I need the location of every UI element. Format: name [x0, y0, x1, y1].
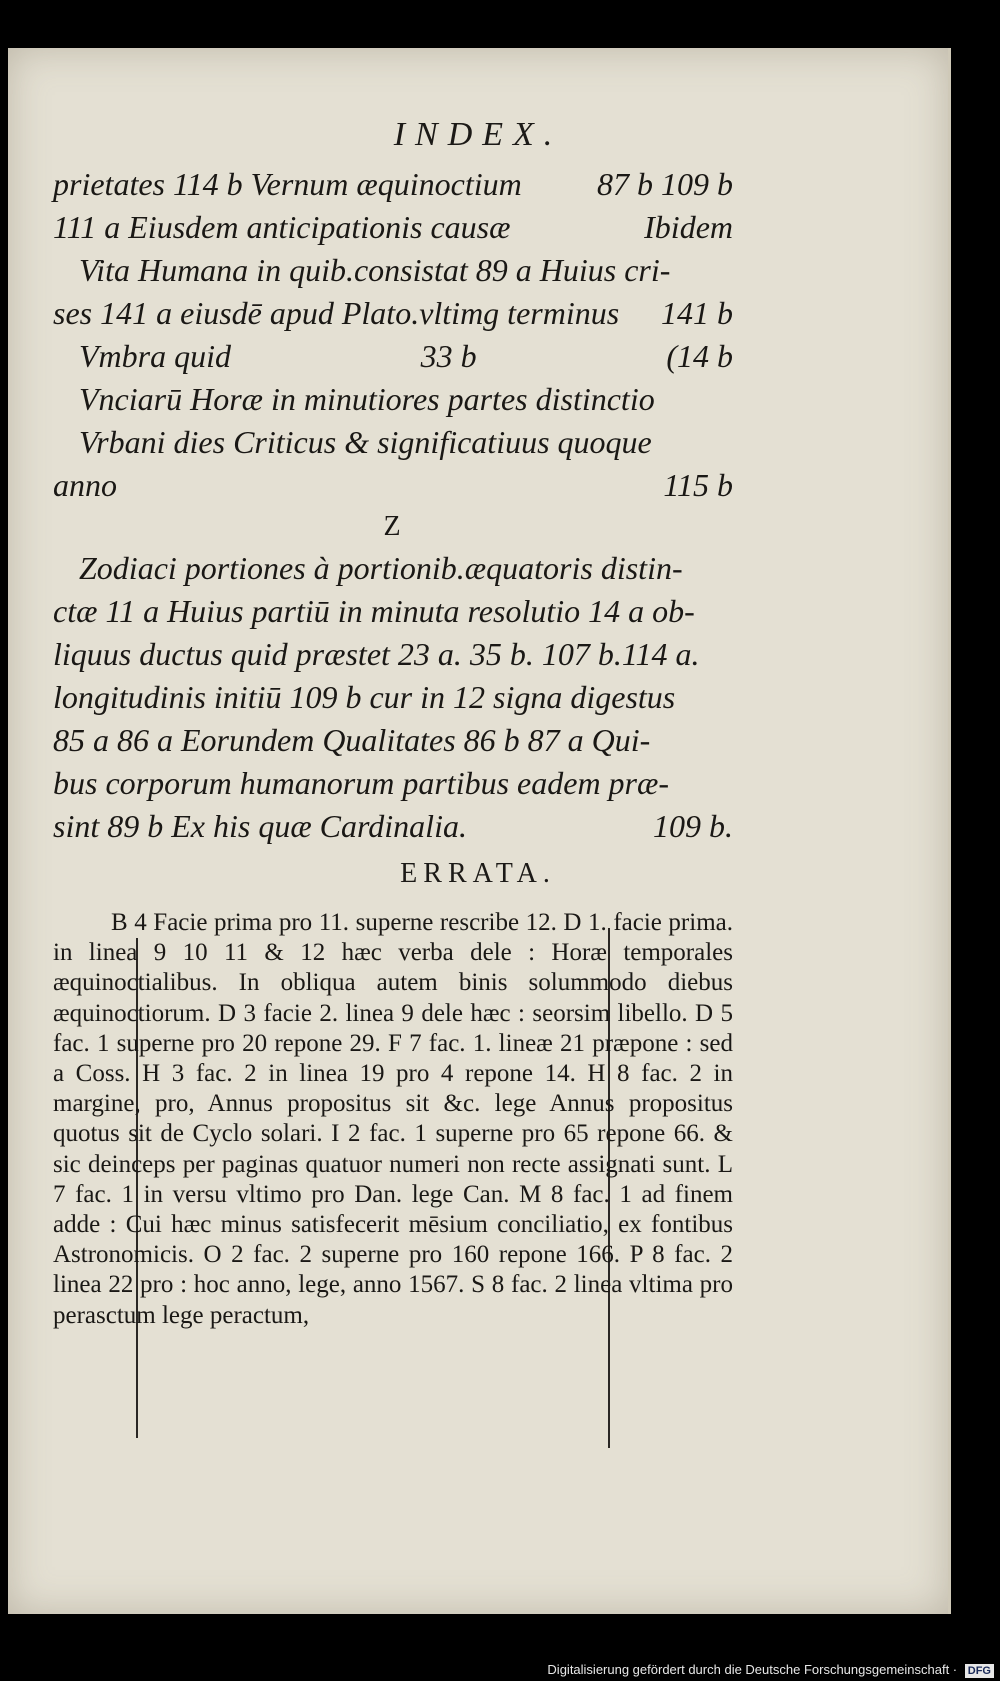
- index-line-ref: (14 b: [666, 338, 733, 374]
- index-line: [53, 292, 733, 335]
- errata-title: ERRATA.: [400, 858, 556, 889]
- index-line-text: Vnciarū Horæ in minutiores partes distinctio: [79, 381, 655, 417]
- index-line: [53, 633, 733, 676]
- section-letter: Z: [383, 511, 403, 542]
- index-line: [53, 378, 733, 421]
- index-line: [53, 421, 733, 464]
- index-line: [53, 464, 733, 507]
- index-line: [53, 249, 733, 292]
- index-line-text: 85 a 86 a Eorundem Qualitates 86 b 87 a Qui-: [53, 722, 651, 758]
- index-line-text: prietates 114 b Vernum æquinoctium: [53, 166, 522, 202]
- index-line: [53, 719, 733, 762]
- index-line-text: sint 89 b Ex his quæ Cardinalia.: [53, 808, 467, 844]
- index-line-text: Vmbra quid: [79, 338, 231, 374]
- errata-body: [53, 908, 733, 1331]
- index-line-ref: 87 b 109 b: [597, 166, 733, 202]
- index-line-ref: 141 b: [661, 295, 733, 331]
- index-line-ref: 115 b: [663, 467, 733, 503]
- errata-text: B 4 Facie prima pro 11. superne rescribe 12. D 1. facie prima. in linea 9 10 11 & 12 hæc verba dele : Horæ temporales æquinoctialibus. In obliqua autem binis solummodo diebus æquinoctiorum. D 3 facie 2. linea 9 dele hæc : seorsim libello. D 5 fac. 1 superne pro 20 repone 29. F 7 fac. 1. lineæ 21 præpone : sed a Coss. H 3 fac. 2 in linea 19 pro 4 repone 14. H 8 fac. 2 in margine, pro, Annus propositus sit &c. lege Annus propositus quotus sit de Cyclo solari. I 2 fac. 1 superne pro 65 repone 66. & sic deinceps per paginas quatuor numeri non recte assignati sunt. L 7 fac. 1 in versu vltimo pro Dan. lege Can. M 8 fac. 1 ad finem adde : Cui hæc minus satisfecerit mēsium conciliatio, ex fontibus Astronomicis. O 2 fac. 2 superne pro 160 repone 166. P 8 fac. 2 linea 22 pro : hoc anno, lege, anno 1567. S 8 fac. 2 linea vltima pro perasctum lege peractum,: [53, 909, 733, 1329]
- index-line-ref: 109 b.: [653, 808, 733, 844]
- index-line-text: anno: [53, 467, 117, 503]
- index-line: [53, 590, 733, 633]
- index-line-ref: Ibidem: [644, 209, 733, 245]
- index-line-text: ses 141 a eiusdē apud Plato.vltimg terminus: [53, 295, 620, 331]
- index-line: [53, 547, 733, 590]
- book-page: [8, 48, 951, 1614]
- index-line-mid-ref: 33 b: [420, 338, 477, 374]
- index-line-text: bus corporum humanorum partibus eadem præ-: [53, 765, 669, 801]
- index-line-text: Vita Humana in quib.consistat 89 a Huius cri-: [79, 252, 671, 288]
- index-line: [53, 676, 733, 719]
- index-line-text: Zodiaci portiones à portionib.æquatoris distin-: [79, 550, 683, 586]
- index-line-text: liquus ductus quid præstet 23 a. 35 b. 107 b.114 a.: [53, 636, 700, 672]
- footer-credit: [547, 1659, 994, 1681]
- index-line: [53, 206, 733, 249]
- index-line: [53, 762, 733, 805]
- running-head: INDEX.: [393, 116, 563, 153]
- index-line: [53, 335, 733, 378]
- index-block: [53, 163, 733, 848]
- index-line-text: longitudinis initiū 109 b cur in 12 signa digestus: [53, 679, 676, 715]
- dfg-logo: DFG: [965, 1664, 994, 1678]
- index-line: [53, 163, 733, 206]
- index-line-text: 111 a Eiusdem anticipationis causæ: [53, 209, 511, 245]
- footer-text: Digitalisierung gefördert durch die Deutsche Forschungsgemeinschaft ·: [547, 1662, 958, 1677]
- index-line-text: ctæ 11 a Huius partiū in minuta resolutio 14 a ob-: [53, 593, 695, 629]
- index-line: [53, 805, 733, 848]
- index-line-text: Vrbani dies Criticus & significatiuus quoque: [79, 424, 652, 460]
